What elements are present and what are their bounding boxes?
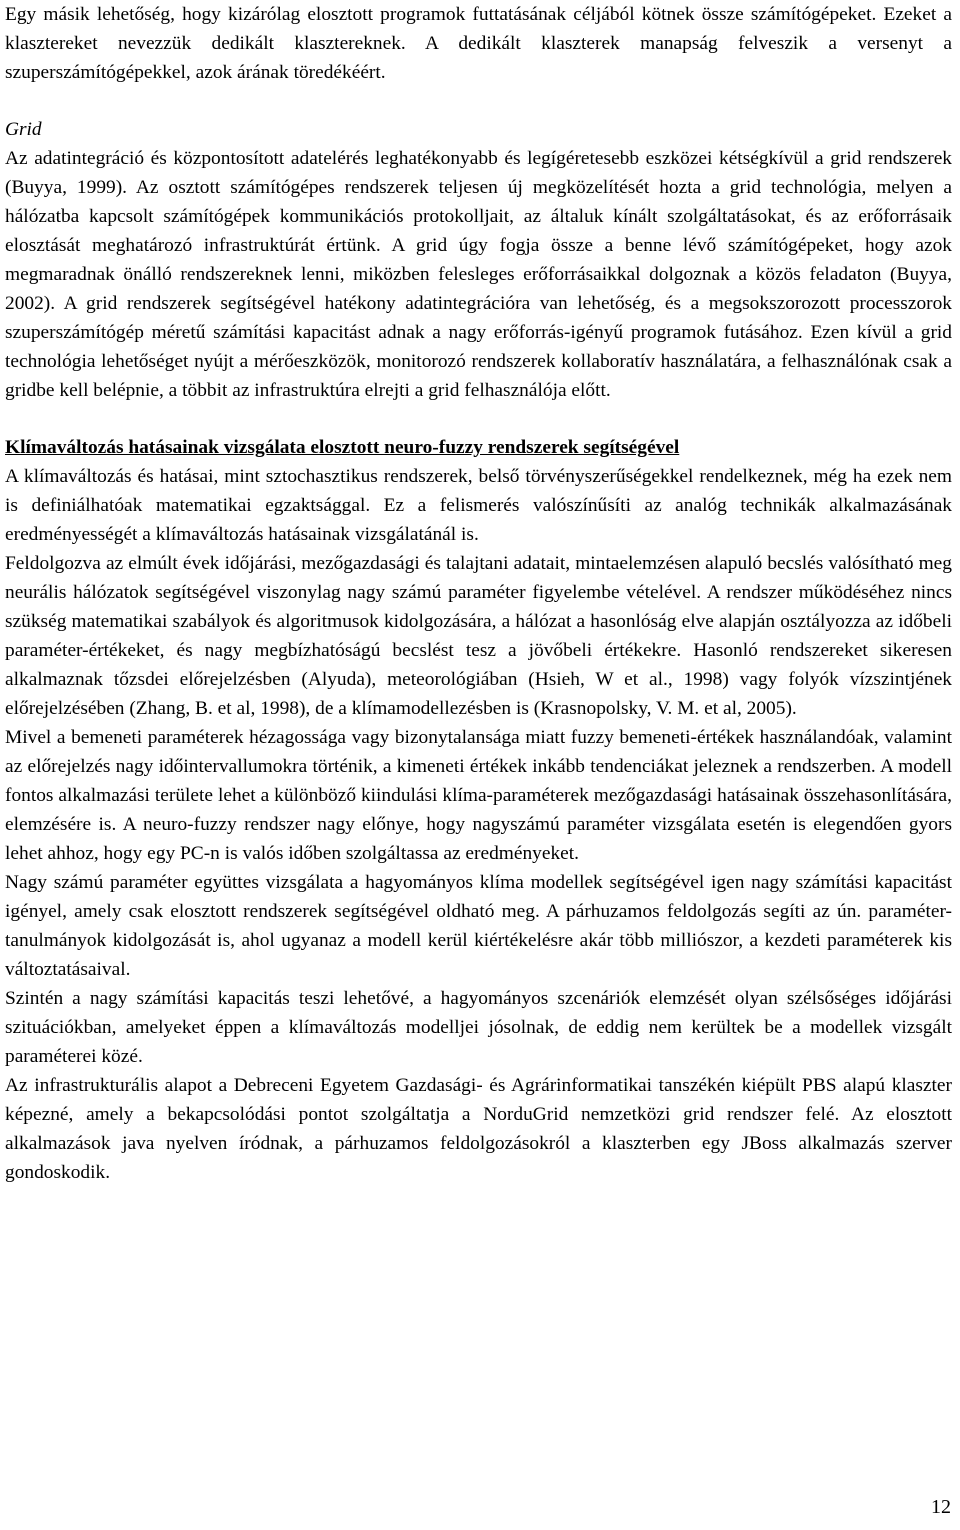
paragraph-grid: Az adatintegráció és központosított adatelérés leghatékonyabb és legígéretesebb eszközei kétségkívül a grid rendszerek (Buyya, 1999). Az osztott számítógépes rendszerek teljesen új megközelítését hozta a grid technológia, melyen a hálózatba kapcsolt számítógépek kommunikációs protokolljait, az általuk kínált szolgáltatásokat, és az erőforrásaik elosztását meghatározó infrastruktúrát értünk. A grid úgy fogja össze a benne lévő számítógépeket, hogy azok megmaradnak önálló rendszereknek lenni, miközben felesleges erőforrásaikkal dolgoznak a közös feladaton (Buyya, 2002). A grid rendszerek segítségével hatékony adatintegrációra van lehetőség, és a megsokszorozott processzorok szuperszámítógép méretű számítási kapacitást adnak a nagy erőforrás-igényű programok futásához. Ezen kívül a grid technológia lehetőséget nyújt a mérőeszközök, monitorozó rendszerek kollaboratív használatára, a felhasználónak csak a gridbe kell belépnie, a többit az infrastruktúra elrejti a grid felhasználója előtt.	[5, 148, 952, 401]
paragraph-neural-networks: Feldolgozva az elmúlt évek időjárási, mezőgazdasági és talajtani adatait, mintaelemzésen alapuló becslés valósítható meg neurális hálózatok segítségével viszonylag nagy számú paraméter figyelembe vételével. A rendszer működéséhez nincs szükség matematikai szabályok és algoritmusok kidolgozására, a hálózat a hasonlóság elve alapján osztályozza az időbeli paraméter-értékeket, és nagy megbízhatóságú becslést tesz a jövőbeli értékekre. Hasonló rendszereket sikeresen alkalmaznak tőzsdei előrejelzésben (Alyuda), meteorológiában (Hsieh, W et al., 1998) vagy folyók vízszintjének előrejelzésében (Zhang, B. et al, 1998), de a klímamodellezésben is (Krasnopolsky, V. M. et al, 2005).	[5, 553, 952, 719]
paragraph-climate-intro: A klímaváltozás és hatásai, mint sztochasztikus rendszerek, belső törvényszerűségekkel rendelkeznek, még ha ezek nem is definiálhatóak matematikai egzaktsággal. Ez a felismerés valószínűsíti az analóg technikák alkalmazásának eredményességét a klímaváltozás hatásainak vizsgálatánál is.	[5, 466, 952, 545]
paragraph-fuzzy: Mivel a bemeneti paraméterek hézagossága vagy bizonytalansága miatt fuzzy bemeneti-értékek használandóak, valamint az előrejelzés nagy időintervallumokra történik, a kimeneti értékek inkább tendenciákat jeleznek a rendszerben. A modell fontos alkalmazási területe lehet a különböző kiindulási klíma-paraméterek mezőgazdasági hatásainak összehasonlítására, elemzésére is. A neuro-fuzzy rendszer nagy előnye, hogy nagyszámú paraméter vizsgálata esetén is elegendően gyors lehet ahhoz, hogy egy PC-n is valós időben szolgáltassa az eredményeket.	[5, 727, 952, 864]
section-heading-climate: Klímaváltozás hatásainak vizsgálata elosztott neuro-fuzzy rendszerek segítségével	[5, 437, 680, 458]
grid-heading: Grid	[5, 119, 42, 140]
paragraph-dedicated-clusters: Egy másik lehetőség, hogy kizárólag elosztott programok futtatásának céljából kötnek össze számítógépeket. Ezeket a klasztereket nevezzük dedikált klasztereknek. A dedikált klaszterek manapság felveszik a versenyt a szuperszámítógépekkel, azok árának töredékéért.	[5, 4, 952, 83]
paragraph-gap	[5, 405, 952, 433]
paragraph-parameters: Nagy számú paraméter együttes vizsgálata a hagyományos klíma modellek segítségével igen nagy számítási kapacitást igényel, amely csak elosztott rendszerek segítségével oldható meg. A párhuzamos feldolgozás segíti az ún. paraméter-tanulmányok kidolgozását is, ahol ugyanaz a modell kerül kiértékelésre akár több milliószor, a kezdeti paraméterek kis változtatásaival.	[5, 872, 952, 980]
paragraph-infrastructure: Az infrastrukturális alapot a Debreceni Egyetem Gazdasági- és Agrárinformatikai tanszékén kiépült PBS alapú klaszter képezné, amely a bekapcsolódási pontot szolgáltatja a NorduGrid nemzetközi grid rendszer felé. Az elosztott alkalmazások java nyelven íródnak, a párhuzamos feldolgozásokról a klaszterben egy JBoss alkalmazás szerver gondoskodik.	[5, 1075, 952, 1183]
document-page	[5, 0, 952, 1187]
page-number: 12	[931, 1496, 951, 1518]
paragraph-gap	[5, 87, 952, 115]
paragraph-scenarios: Szintén a nagy számítási kapacitás teszi lehetővé, a hagyományos szcenáriók elemzését olyan szélsőséges időjárási szituációkban, amelyeket éppen a klímaváltozás modelljei jósolnak, de eddig nem kerültek be a modellek vizsgált paraméterei közé.	[5, 988, 952, 1067]
